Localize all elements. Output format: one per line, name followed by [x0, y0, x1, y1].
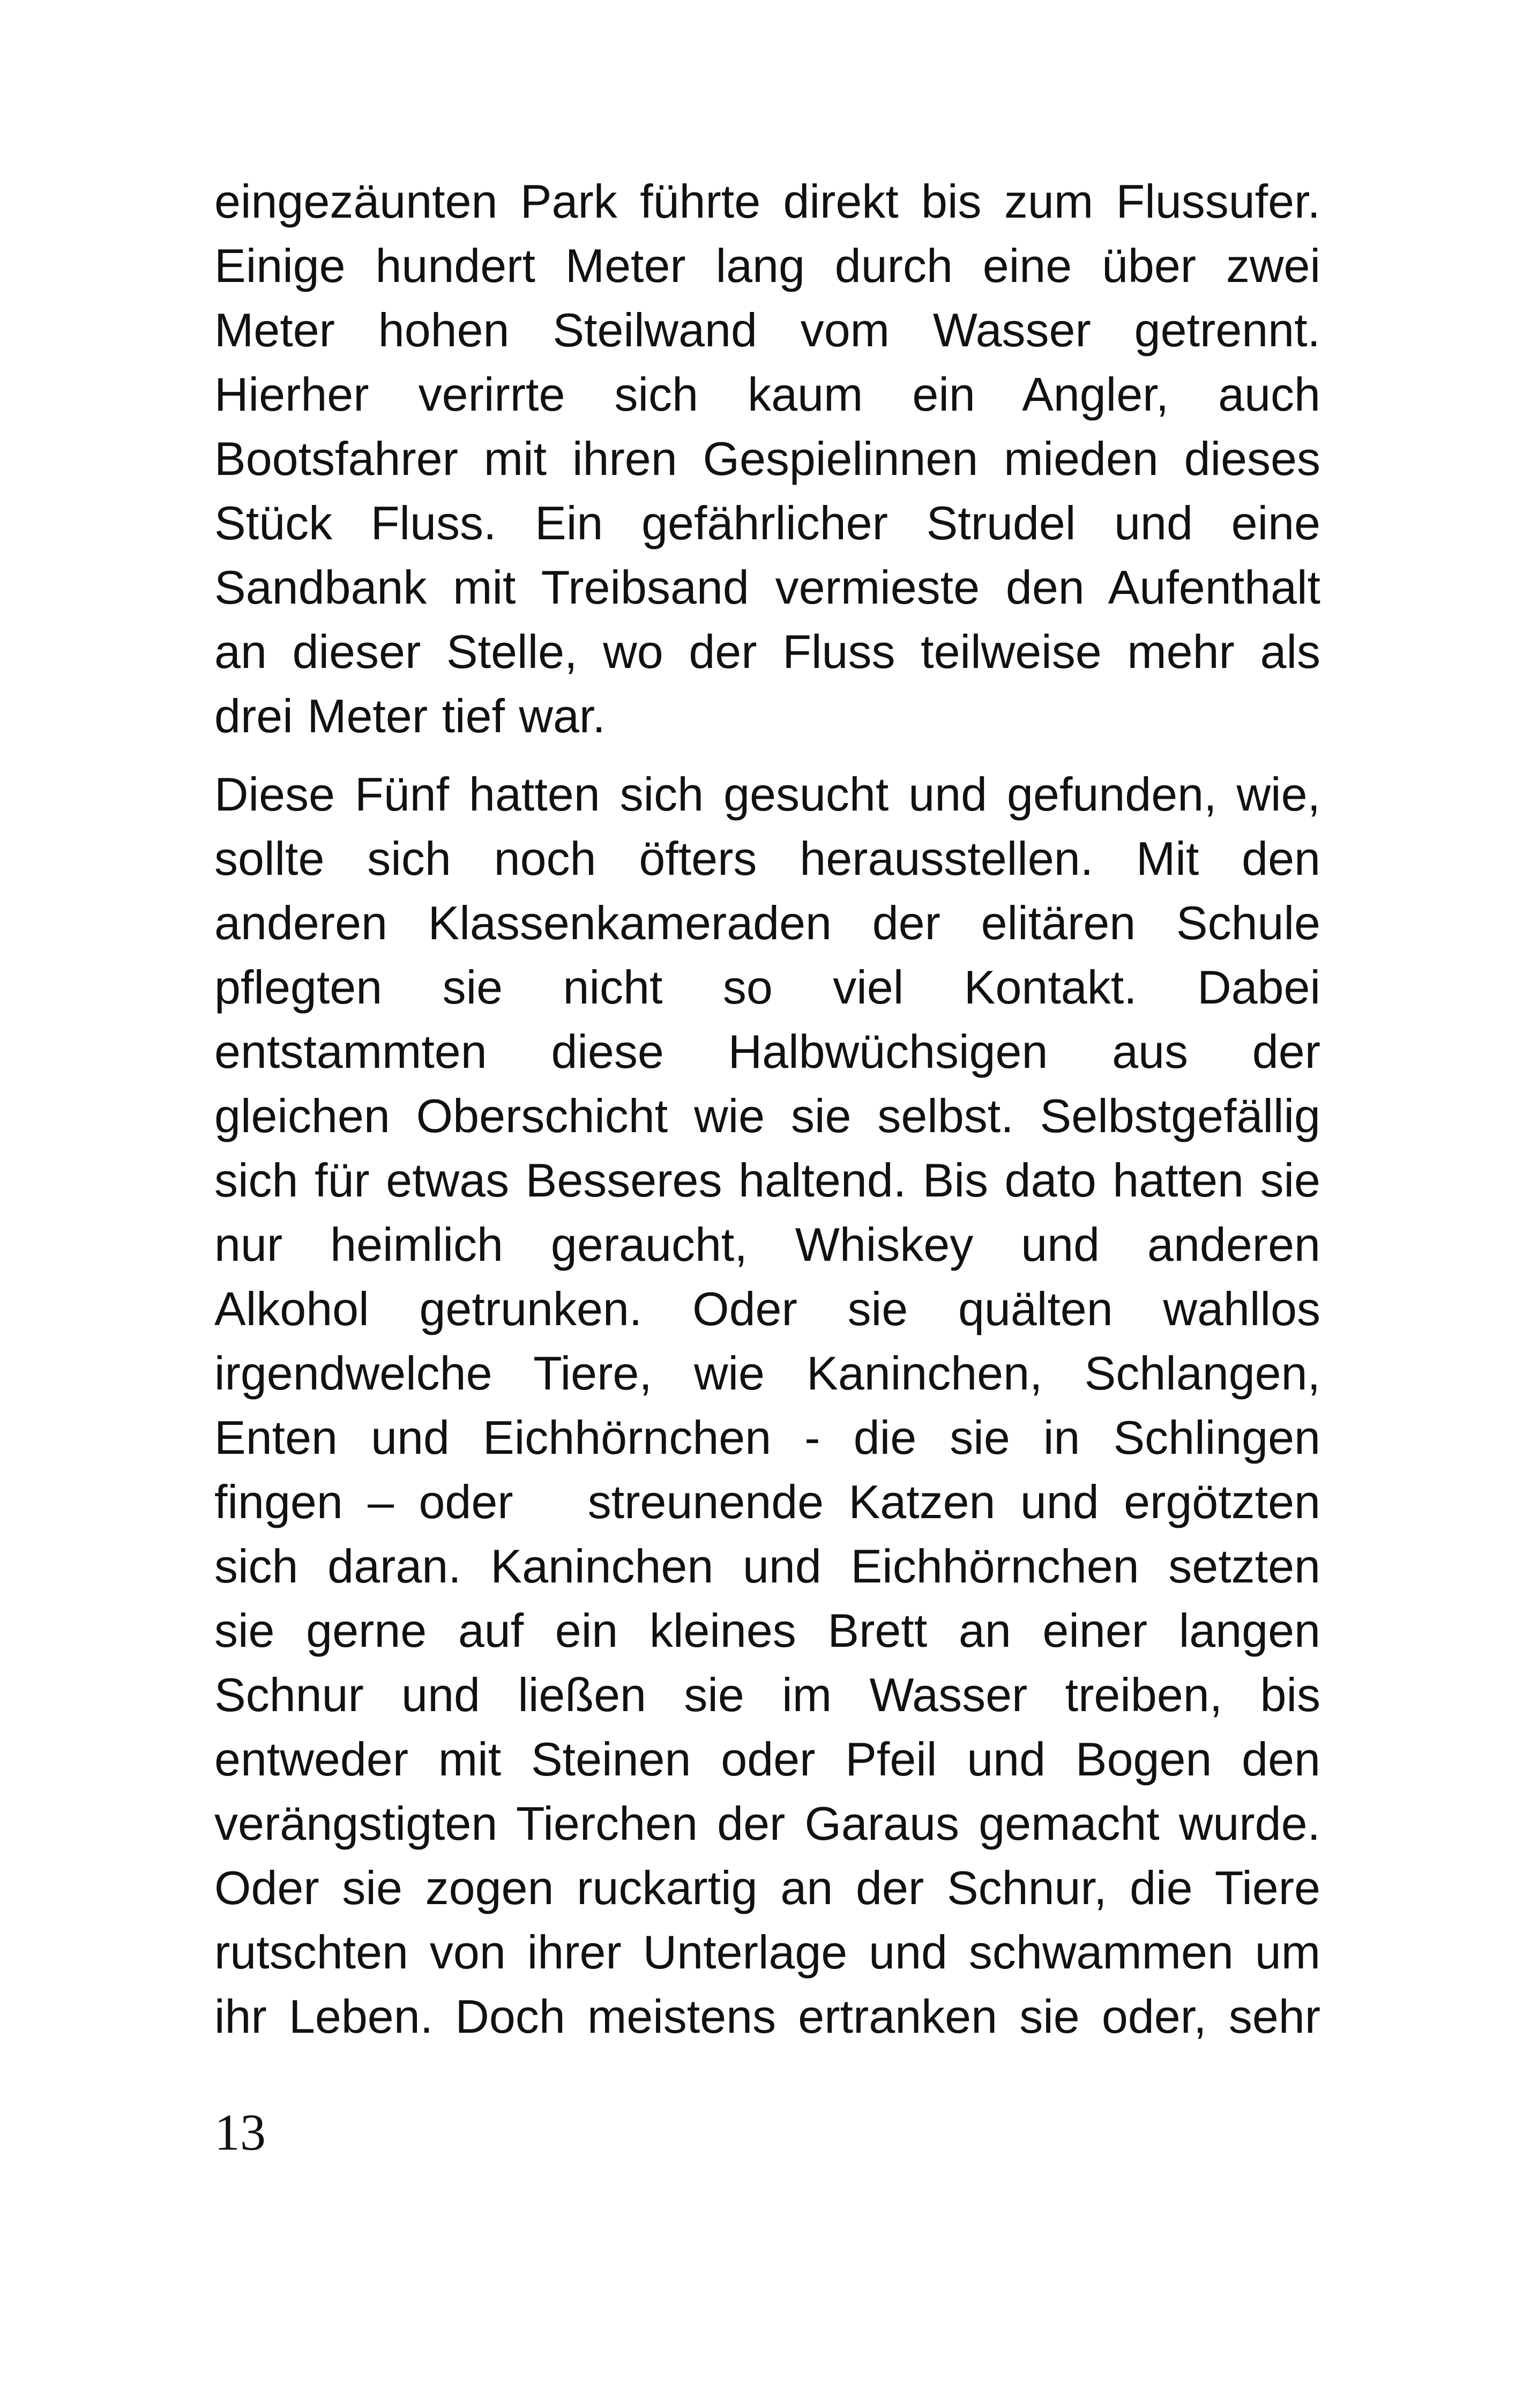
- body-text: [214, 169, 1320, 2049]
- text-line: Oder sie zogen ruckartig an der Schnur, die Tiere: [214, 1861, 1320, 1914]
- paragraph-1: [214, 169, 1320, 748]
- text-line: Bootsfahrer mit ihren Gespielinnen mieden dieses: [214, 432, 1320, 485]
- text-line: Alkohol getrunken. Oder sie quälten wahllos: [214, 1282, 1320, 1335]
- text-line: irgendwelche Tiere, wie Kaninchen, Schlangen,: [214, 1347, 1320, 1400]
- text-line: rutschten von ihrer Unterlage und schwammen um: [214, 1926, 1320, 1979]
- text-line: entstammten diese Halbwüchsigen aus der: [214, 1025, 1320, 1078]
- text-line: sie gerne auf ein kleines Brett an einer langen: [214, 1604, 1320, 1657]
- page-number: 13: [214, 2104, 266, 2161]
- text-line: Sandbank mit Treibsand vermieste den Aufenthalt: [214, 561, 1320, 614]
- text-line: Schnur und ließen sie im Wasser treiben, bis: [214, 1668, 1320, 1721]
- text-line: Diese Fünf hatten sich gesucht und gefunden, wie,: [214, 768, 1320, 821]
- text-line: sollte sich noch öfters herausstellen. Mit den: [214, 832, 1320, 885]
- text-line: anderen Klassenkameraden der elitären Schule: [214, 896, 1320, 949]
- text-line: ihr Leben. Doch meistens ertranken sie oder, sehr: [214, 1990, 1320, 2043]
- text-line: entweder mit Steinen oder Pfeil und Bogen den: [214, 1733, 1320, 1786]
- text-line: verängstigten Tierchen der Garaus gemacht wurde.: [214, 1797, 1320, 1850]
- text-line: Hierher verirrte sich kaum ein Angler, auch: [214, 368, 1320, 421]
- text-line: Stück Fluss. Ein gefährlicher Strudel und eine: [214, 496, 1320, 549]
- text-line: sich für etwas Besseres haltend. Bis dato hatten sie: [214, 1154, 1320, 1207]
- text-line: fingen – oder streunende Katzen und ergötzten: [214, 1475, 1320, 1528]
- text-line: Meter hohen Steilwand vom Wasser getrennt.: [214, 303, 1320, 356]
- text-line: pflegten sie nicht so viel Kontakt. Dabei: [214, 961, 1320, 1014]
- paragraph-2: [214, 762, 1320, 2049]
- text-line: gleichen Oberschicht wie sie selbst. Selbstgefällig: [214, 1089, 1320, 1142]
- text-line: Einige hundert Meter lang durch eine über zwei: [214, 239, 1320, 292]
- text-line: nur heimlich geraucht, Whiskey und anderen: [214, 1218, 1320, 1271]
- text-line: Enten und Eichhörnchen - die sie in Schlingen: [214, 1411, 1320, 1464]
- text-line: an dieser Stelle, wo der Fluss teilweise mehr als: [214, 625, 1320, 678]
- text-line: drei Meter tief war.: [214, 689, 606, 742]
- text-line: sich daran. Kaninchen und Eichhörnchen setzten: [214, 1540, 1320, 1593]
- text-line: eingezäunten Park führte direkt bis zum Flussufer.: [214, 175, 1320, 228]
